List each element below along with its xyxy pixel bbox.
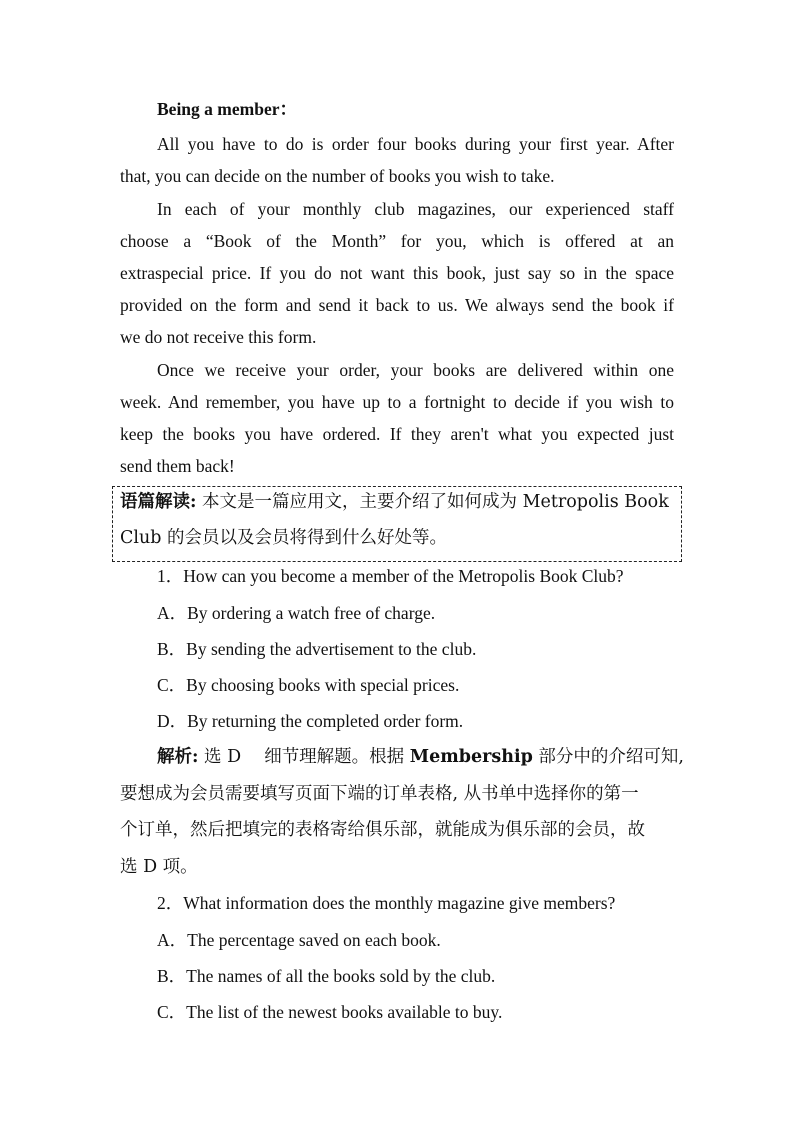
explanation-line-4: 选 D 项。 xyxy=(120,857,198,877)
paragraph-2-line-2: choose a “Book of the Month” for you, which is offered at an xyxy=(120,231,674,251)
question-2-option-b: B．The names of all the books sold by the club. xyxy=(157,966,496,986)
explanation-text-b: 部分中的介绍可知, xyxy=(532,747,684,767)
paragraph-3-line-3: keep the books you have ordered. If they aren't what you expected just xyxy=(120,424,674,444)
analysis-line-2: Club 的会员以及会员将得到什么好处等。 xyxy=(120,528,448,548)
section-heading: Being a member： xyxy=(157,99,297,119)
question-1-option-d: D．By returning the completed order form. xyxy=(157,711,464,731)
explanation-text-a: 选 D 细节理解题。根据 xyxy=(198,747,410,767)
explanation-label: 解析: xyxy=(157,747,199,767)
analysis-text-1: 本文是一篇应用文，主要介绍了如何成为 Metropolis Book xyxy=(196,492,669,512)
question-1-option-a: A．By ordering a watch free of charge. xyxy=(157,603,436,623)
paragraph-3-line-4: send them back! xyxy=(120,456,235,476)
analysis-label: 语篇解读: xyxy=(120,492,197,512)
paragraph-2-line-3: extraspecial price. If you do not want this book, just say so in the space xyxy=(120,263,674,283)
paragraph-2-line-4: provided on the form and send it back to us. We always send the book if xyxy=(120,295,674,315)
question-1-option-b: B．By sending the advertisement to the club. xyxy=(157,639,477,659)
explanation-line-3: 个订单，然后把填完的表格寄给俱乐部，就能成为俱乐部的会员，故 xyxy=(120,820,645,840)
explanation-line-1 xyxy=(157,746,684,768)
paragraph-3-line-2: week. And remember, you have up to a fortnight to decide if you wish to xyxy=(120,392,674,412)
paragraph-2-line-5: we do not receive this form. xyxy=(120,327,317,347)
question-1-option-c: C．By choosing books with special prices. xyxy=(157,675,460,695)
analysis-line-1 xyxy=(120,491,674,513)
paragraph-2-line-1: In each of your monthly club magazines, our experienced staff xyxy=(157,199,674,219)
question-1-stem: 1．How can you become a member of the Metropolis Book Club? xyxy=(157,566,624,586)
paragraph-1-line-1: All you have to do is order four books during your first year. After xyxy=(157,134,674,154)
paragraph-1-line-2: that, you can decide on the number of books you wish to take. xyxy=(120,166,555,186)
paragraph-3-line-1: Once we receive your order, your books are delivered within one xyxy=(157,360,674,380)
question-2-stem: 2．What information does the monthly magazine give members? xyxy=(157,893,616,913)
explanation-keyword: Membership xyxy=(409,747,533,767)
explanation-line-2: 要想成为会员需要填写页面下端的订单表格, 从书单中选择你的第一 xyxy=(120,784,639,804)
question-2-option-c: C．The list of the newest books available to buy. xyxy=(157,1002,503,1022)
question-2-option-a: A．The percentage saved on each book. xyxy=(157,930,441,950)
